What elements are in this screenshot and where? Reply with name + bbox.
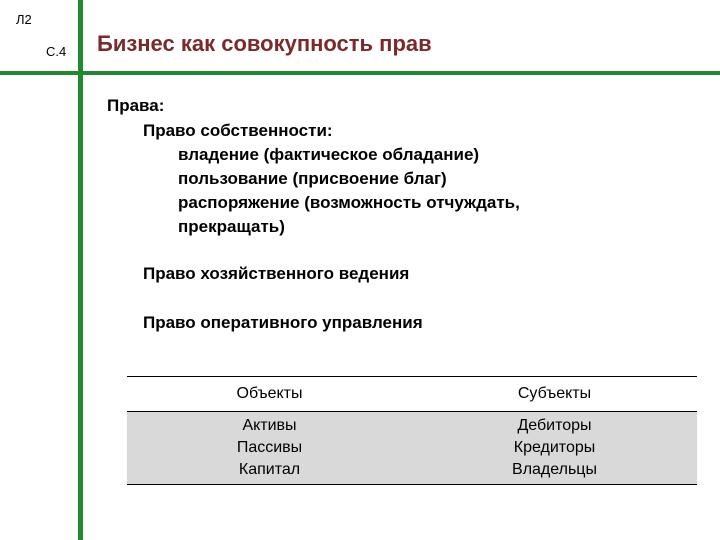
object-capital: Капитал: [238, 461, 301, 478]
subject-debtors: Дебиторы: [517, 417, 592, 434]
subject-owners: Владельцы: [512, 461, 597, 478]
slide-number: С.4: [46, 44, 67, 59]
objects-subjects-table: [127, 376, 697, 485]
header-subjects: Субъекты: [517, 385, 592, 402]
table-bottom-rule: [127, 484, 697, 485]
ownership-item-disposal: распоряжение (возможность отчуждать,: [178, 193, 520, 212]
operational-management-right: Право оперативного управления: [143, 313, 423, 332]
economic-management-right: Право хозяйственного ведения: [143, 264, 410, 283]
rights-label: Права:: [107, 96, 165, 115]
header-objects: Объекты: [236, 385, 303, 402]
table-header-row: [127, 377, 697, 411]
vertical-divider-line: [78, 0, 83, 540]
table-body: [127, 412, 697, 484]
ownership-label: Право собственности:: [143, 121, 333, 140]
ownership-item-disposal-cont: прекращать): [178, 217, 285, 236]
subject-creditors: Кредиторы: [513, 439, 596, 456]
lecture-number: Л2: [16, 12, 32, 27]
ownership-item-use: пользование (присвоение благ): [178, 169, 447, 188]
object-assets: Активы: [242, 417, 297, 434]
horizontal-divider-line: [0, 71, 720, 75]
page-title: Бизнес как совокупность прав: [97, 31, 432, 56]
subjects-column: [412, 415, 697, 481]
objects-column: [127, 415, 412, 481]
object-liabilities: Пассивы: [236, 439, 303, 456]
ownership-item-possession: владение (фактическое обладание): [178, 145, 480, 164]
